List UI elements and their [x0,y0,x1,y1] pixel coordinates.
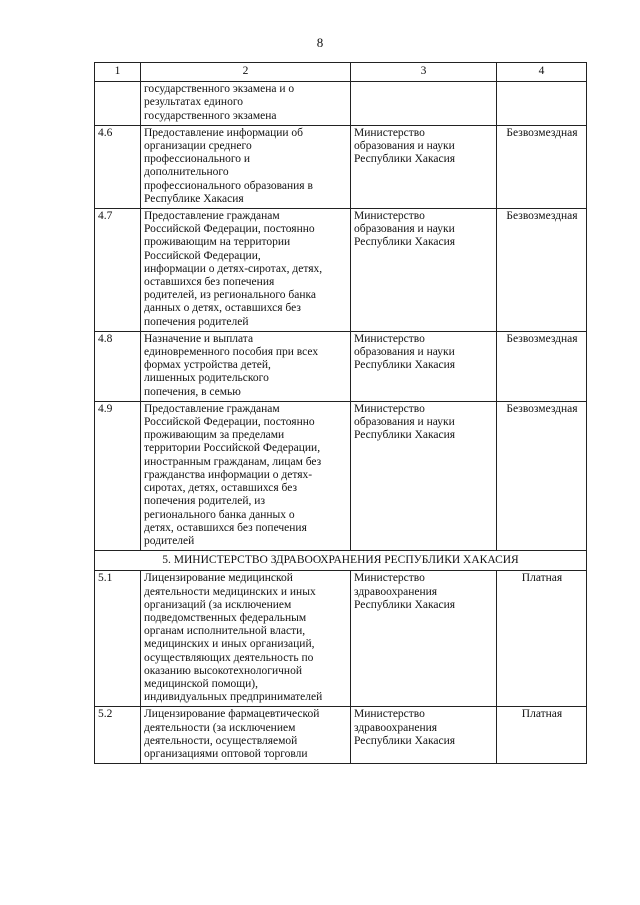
description-line: деятельности, осуществляемой [144,734,298,747]
ministry-cell [351,331,497,401]
continuation-ministry-cell [351,82,497,126]
description-line: данных о детях, оставшихся без [144,302,301,315]
description-line: лишенных родительского [144,372,269,385]
service-description [141,707,351,764]
description-line: оставшихся без попечения [144,276,275,289]
table-row [95,331,587,401]
ministry-cell [351,125,497,208]
ministry-line: здравоохранения [354,721,438,734]
description-line: результатах единого [144,96,243,109]
ministry-cell [351,209,497,332]
ministry-line: образования и науки [354,140,455,153]
row-number: 4.8 [95,331,141,401]
ministry-line: Министерство [354,402,425,415]
ministry-cell [351,401,497,550]
description-line: родителей, из регионального банка [144,289,317,302]
description-line: деятельности (за исключением [144,721,296,734]
description-line: государственного экзамена [144,109,277,122]
ministry-line: Министерство [354,572,425,585]
row-number: 5.2 [95,707,141,764]
description-line: подведомственных федеральным [144,611,307,624]
description-line: Российской Федерации, [144,249,261,262]
description-line: Назначение и выплата [144,332,254,345]
description-line: дополнительного [144,166,229,179]
description-line: Российской Федерации, постоянно [144,223,315,236]
description-line: профессионального образования в [144,179,313,192]
description-line: гражданства информации о детях- [144,468,313,481]
table-row [95,571,587,707]
ministry-line: Министерство [354,126,425,139]
description-line: медицинских и иных организаций, [144,638,315,651]
description-line: Лицензирование медицинской [144,572,293,585]
ministry-line: Республики Хакасия [354,734,456,747]
header-row [95,63,587,82]
table-row [95,125,587,208]
description-line: проживающим на территории [144,236,291,249]
ministry-cell [351,571,497,707]
description-line: попечения родителей, из [144,495,265,508]
description-line: родителей [144,534,195,547]
description-line: Лицензирование фармацевтической [144,708,320,721]
description-line: проживающим за пределами [144,429,285,442]
description-line: детях, оставшихся без попечения [144,521,307,534]
description-line: Предоставление гражданам [144,210,280,223]
description-line: индивидуальных предпринимателей [144,691,323,704]
service-description [141,401,351,550]
ministry-line: Республики Хакасия [354,153,456,166]
service-description [141,331,351,401]
description-line: организаций (за исключением [144,598,292,611]
payment-type: Безвозмездная [497,401,587,550]
description-line: организации среднего [144,140,252,153]
service-description [141,209,351,332]
continuation-row [95,82,587,126]
ministry-line: образования и науки [354,416,455,429]
description-line: Предоставление информации об [144,126,304,139]
description-line: профессионального и [144,153,251,166]
ministry-line: Министерство [354,708,425,721]
description-line: попечения, в семью [144,385,241,398]
service-description [141,125,351,208]
payment-type: Безвозмездная [497,209,587,332]
description-line: сиротах, детях, оставшихся без [144,482,298,495]
description-line: регионального банка данных о [144,508,295,521]
header-cell-4: 4 [497,63,587,82]
description-line: деятельности медицинских и иных [144,585,316,598]
description-line: единовременного пособия при всех [144,346,319,359]
ministry-cell [351,707,497,764]
description-line: медицинской помощи), [144,677,259,690]
description-line: Республике Хакасия [144,192,244,205]
description-line: формах устройства детей, [144,359,271,372]
row-number: 4.6 [95,125,141,208]
payment-type: Безвозмездная [497,125,587,208]
description-line: информации о детях-сиротах, детях, [144,262,323,275]
description-line: оказанию высокотехнологичной [144,664,302,677]
ministry-line: Республики Хакасия [354,429,456,442]
table-row [95,209,587,332]
service-description [141,571,351,707]
description-line: государственного экзамена и о [144,83,295,96]
ministry-line: Министерство [354,210,425,223]
payment-type: Безвозмездная [497,331,587,401]
header-cell-3: 3 [351,63,497,82]
page-number: 8 [316,35,324,50]
section-title: 5. МИНИСТЕРСТВО ЗДРАВООХРАНЕНИЯ РЕСПУБЛИКИ ХАКАСИЯ [95,551,587,571]
ministry-line: образования и науки [354,223,455,236]
continuation-payment-cell [497,82,587,126]
continuation-description [141,82,351,126]
description-line: иностранным гражданам, лицам без [144,455,322,468]
row-number: 4.9 [95,401,141,550]
description-line: осуществляющих деятельность по [144,651,314,664]
row-number: 5.1 [95,571,141,707]
section-header-row [95,551,587,571]
payment-type: Платная [497,571,587,707]
description-line: территории Российской Федерации, [144,442,321,455]
description-line: органам исполнительной власти, [144,625,306,638]
header-cell-2: 2 [141,63,351,82]
ministry-line: Министерство [354,332,425,345]
payment-type: Платная [497,707,587,764]
table-row [95,401,587,550]
ministry-line: образования и науки [354,346,455,359]
continuation-num-cell [95,82,141,126]
description-line: Предоставление гражданам [144,402,280,415]
ministry-line: Республики Хакасия [354,598,456,611]
table-row [95,707,587,764]
ministry-line: здравоохранения [354,585,438,598]
ministry-line: Республики Хакасия [354,236,456,249]
ministry-line: Республики Хакасия [354,359,456,372]
row-number: 4.7 [95,209,141,332]
description-line: Российской Федерации, постоянно [144,416,315,429]
description-line: попечения родителей [144,315,249,328]
description-line: организациями оптовой торговли [144,747,308,760]
services-table [94,62,587,764]
header-cell-1: 1 [95,63,141,82]
